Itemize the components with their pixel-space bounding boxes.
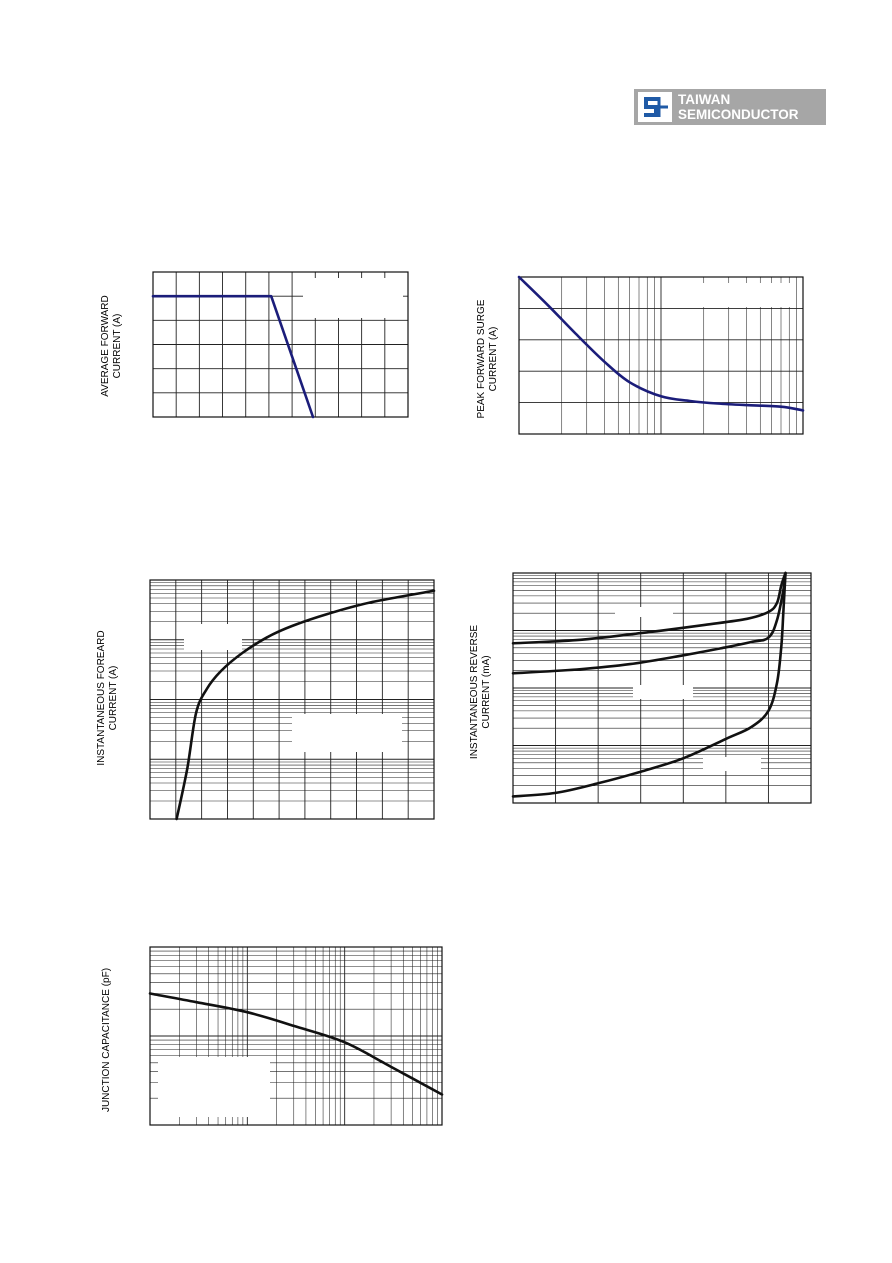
fig3-annotation-box [292,714,402,752]
company-logo-text [678,92,799,122]
fig4-ylabel [469,612,493,772]
fig4-annotation-box [615,607,673,617]
fig4-annotation-box [703,757,761,771]
fig5-ylabel [101,965,113,1115]
fig1-ylabel-line2: CURRENT (A) [112,313,123,379]
fig3-ylabel-line2: CURRENT (A) [108,665,119,731]
fig2-ylabel-line2: CURRENT (A) [488,326,499,392]
fig3-annotation-box [184,624,242,650]
fig1-ylabel-line1: AVERAGE FORWARD [100,295,111,397]
fig5-chart [150,947,442,1125]
fig4-ylabel-line2: CURRENT (mA) [481,655,492,729]
fig2-ylabel-line1: PEAK FORWARD SURGE [476,299,487,419]
logo-line-2: SEMICONDUCTOR [678,107,799,122]
company-logo [634,89,826,125]
fig4-chart [513,573,811,803]
fig5-ylabel-line1: JUNCTION CAPACITANCE (pF) [101,967,112,1113]
fig4-ylabel-line1: INSTANTANEOUS REVERSE [469,624,480,760]
fig1-chart [153,272,408,417]
fig2-chart [519,277,803,434]
company-logo-mark-icon [638,92,672,122]
fig2-ylabel [476,289,500,429]
fig3-chart [150,580,434,819]
fig1-annotation-box [303,278,403,318]
fig4-series-line-2 [513,573,786,673]
fig1-ylabel [100,291,124,401]
logo-line-1: TAIWAN [678,92,731,107]
fig1-series-line-1 [153,296,313,417]
fig2-annotation-box [695,283,795,307]
fig3-ylabel [96,618,120,778]
fig5-annotation-box [158,1057,270,1117]
fig3-ylabel-line1: INSTANTANEOUS FOREARD [96,630,107,766]
fig4-annotation-box [633,685,693,699]
